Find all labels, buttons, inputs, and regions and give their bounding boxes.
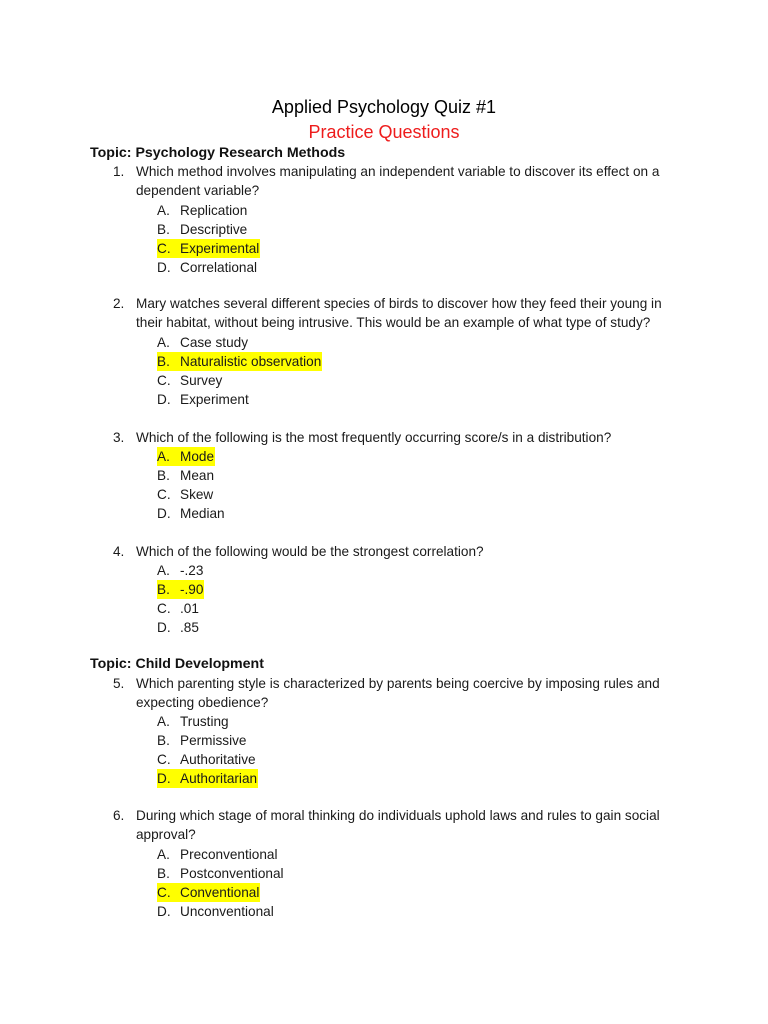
option-letter: B. xyxy=(157,222,170,237)
answer-option xyxy=(157,750,256,769)
answer-option xyxy=(157,561,203,580)
option-text: Experiment xyxy=(180,392,249,407)
question-text: Which of the following would be the strongest correlation? xyxy=(136,544,484,559)
option-letter: A. xyxy=(157,714,170,729)
option-text: Conventional xyxy=(180,885,260,900)
option-letter: D. xyxy=(157,620,171,635)
question-text: Which method involves manipulating an independent variable to discover its effect on a dependent variable? xyxy=(136,164,660,198)
answer-option xyxy=(157,333,248,352)
option-text: Authoritarian xyxy=(180,771,258,786)
option-letter: B. xyxy=(157,582,170,597)
option-letter: A. xyxy=(157,847,170,862)
option-letter: C. xyxy=(157,487,171,502)
option-letter: C. xyxy=(157,601,171,616)
topic-heading-research-methods: Topic: Psychology Research Methods xyxy=(90,145,346,161)
answer-option-correct xyxy=(157,352,322,371)
answer-option-correct xyxy=(157,769,258,788)
option-letter: D. xyxy=(157,392,171,407)
answer-option xyxy=(157,599,199,618)
page-subtitle: Practice Questions xyxy=(308,122,460,142)
option-letter: B. xyxy=(157,468,170,483)
option-letter: B. xyxy=(157,866,170,881)
answer-option xyxy=(157,220,247,239)
answer-option-correct xyxy=(157,580,204,599)
option-letter: C. xyxy=(157,373,171,388)
question-text: Which of the following is the most frequently occurring score/s in a distribution? xyxy=(136,430,612,445)
answer-option xyxy=(157,864,284,883)
option-letter: B. xyxy=(157,354,170,369)
option-text: Postconventional xyxy=(180,866,284,881)
option-text: -.23 xyxy=(180,563,204,578)
question-number: 4. xyxy=(113,544,125,559)
option-letter: B. xyxy=(157,733,170,748)
topic-heading-child-development: Topic: Child Development xyxy=(90,656,264,672)
option-letter: D. xyxy=(157,904,171,919)
page-title: Applied Psychology Quiz #1 xyxy=(271,97,497,117)
option-letter: A. xyxy=(157,449,170,464)
answer-option xyxy=(157,371,222,390)
answer-option xyxy=(157,902,274,921)
option-text: Skew xyxy=(180,487,214,502)
answer-option xyxy=(157,731,246,750)
question-number: 3. xyxy=(113,430,125,445)
option-text: Mean xyxy=(180,468,215,483)
answer-option xyxy=(157,712,229,731)
option-letter: C. xyxy=(157,885,171,900)
option-text: Trusting xyxy=(180,714,229,729)
answer-option xyxy=(157,466,214,485)
option-text: Preconventional xyxy=(180,847,278,862)
option-text: Experimental xyxy=(180,241,260,256)
answer-option xyxy=(157,845,278,864)
answer-option xyxy=(157,390,249,409)
option-text: Permissive xyxy=(180,733,247,748)
option-text: Unconventional xyxy=(180,904,274,919)
answer-option xyxy=(157,504,225,523)
option-letter: C. xyxy=(157,241,171,256)
question-number: 2. xyxy=(113,296,125,311)
question-text: During which stage of moral thinking do individuals uphold laws and rules to gain social approval? xyxy=(136,808,660,842)
option-text: .01 xyxy=(180,601,199,616)
option-letter: D. xyxy=(157,771,171,786)
answer-option-correct xyxy=(157,883,260,902)
option-text: Correlational xyxy=(180,260,258,275)
option-letter: A. xyxy=(157,563,170,578)
answer-option xyxy=(157,485,213,504)
option-text: Authoritative xyxy=(180,752,256,767)
option-text: Case study xyxy=(180,335,249,350)
option-text: Survey xyxy=(180,373,223,388)
option-text: Median xyxy=(180,506,225,521)
question-number: 6. xyxy=(113,808,125,823)
option-letter: A. xyxy=(157,203,170,218)
option-text: Mode xyxy=(180,449,215,464)
question-number: 5. xyxy=(113,676,125,691)
option-text: Replication xyxy=(180,203,248,218)
answer-option-correct xyxy=(157,447,215,466)
question-number: 1. xyxy=(113,164,125,179)
option-letter: A. xyxy=(157,335,170,350)
question-text: Mary watches several different species of birds to discover how they feed their young in their habitat, without being intrusive. This would be an example of what type of study? xyxy=(136,296,662,330)
option-letter: D. xyxy=(157,260,171,275)
answer-option xyxy=(157,258,257,277)
answer-option xyxy=(157,201,247,220)
option-letter: C. xyxy=(157,752,171,767)
option-text: Naturalistic observation xyxy=(180,354,322,369)
option-text: -.90 xyxy=(180,582,204,597)
option-letter: D. xyxy=(157,506,171,521)
answer-option-correct xyxy=(157,239,260,258)
question-text: Which parenting style is characterized by parents being coercive by imposing rules and expecting obedience? xyxy=(136,676,660,710)
option-text: Descriptive xyxy=(180,222,248,237)
answer-option xyxy=(157,618,199,637)
option-text: .85 xyxy=(180,620,199,635)
